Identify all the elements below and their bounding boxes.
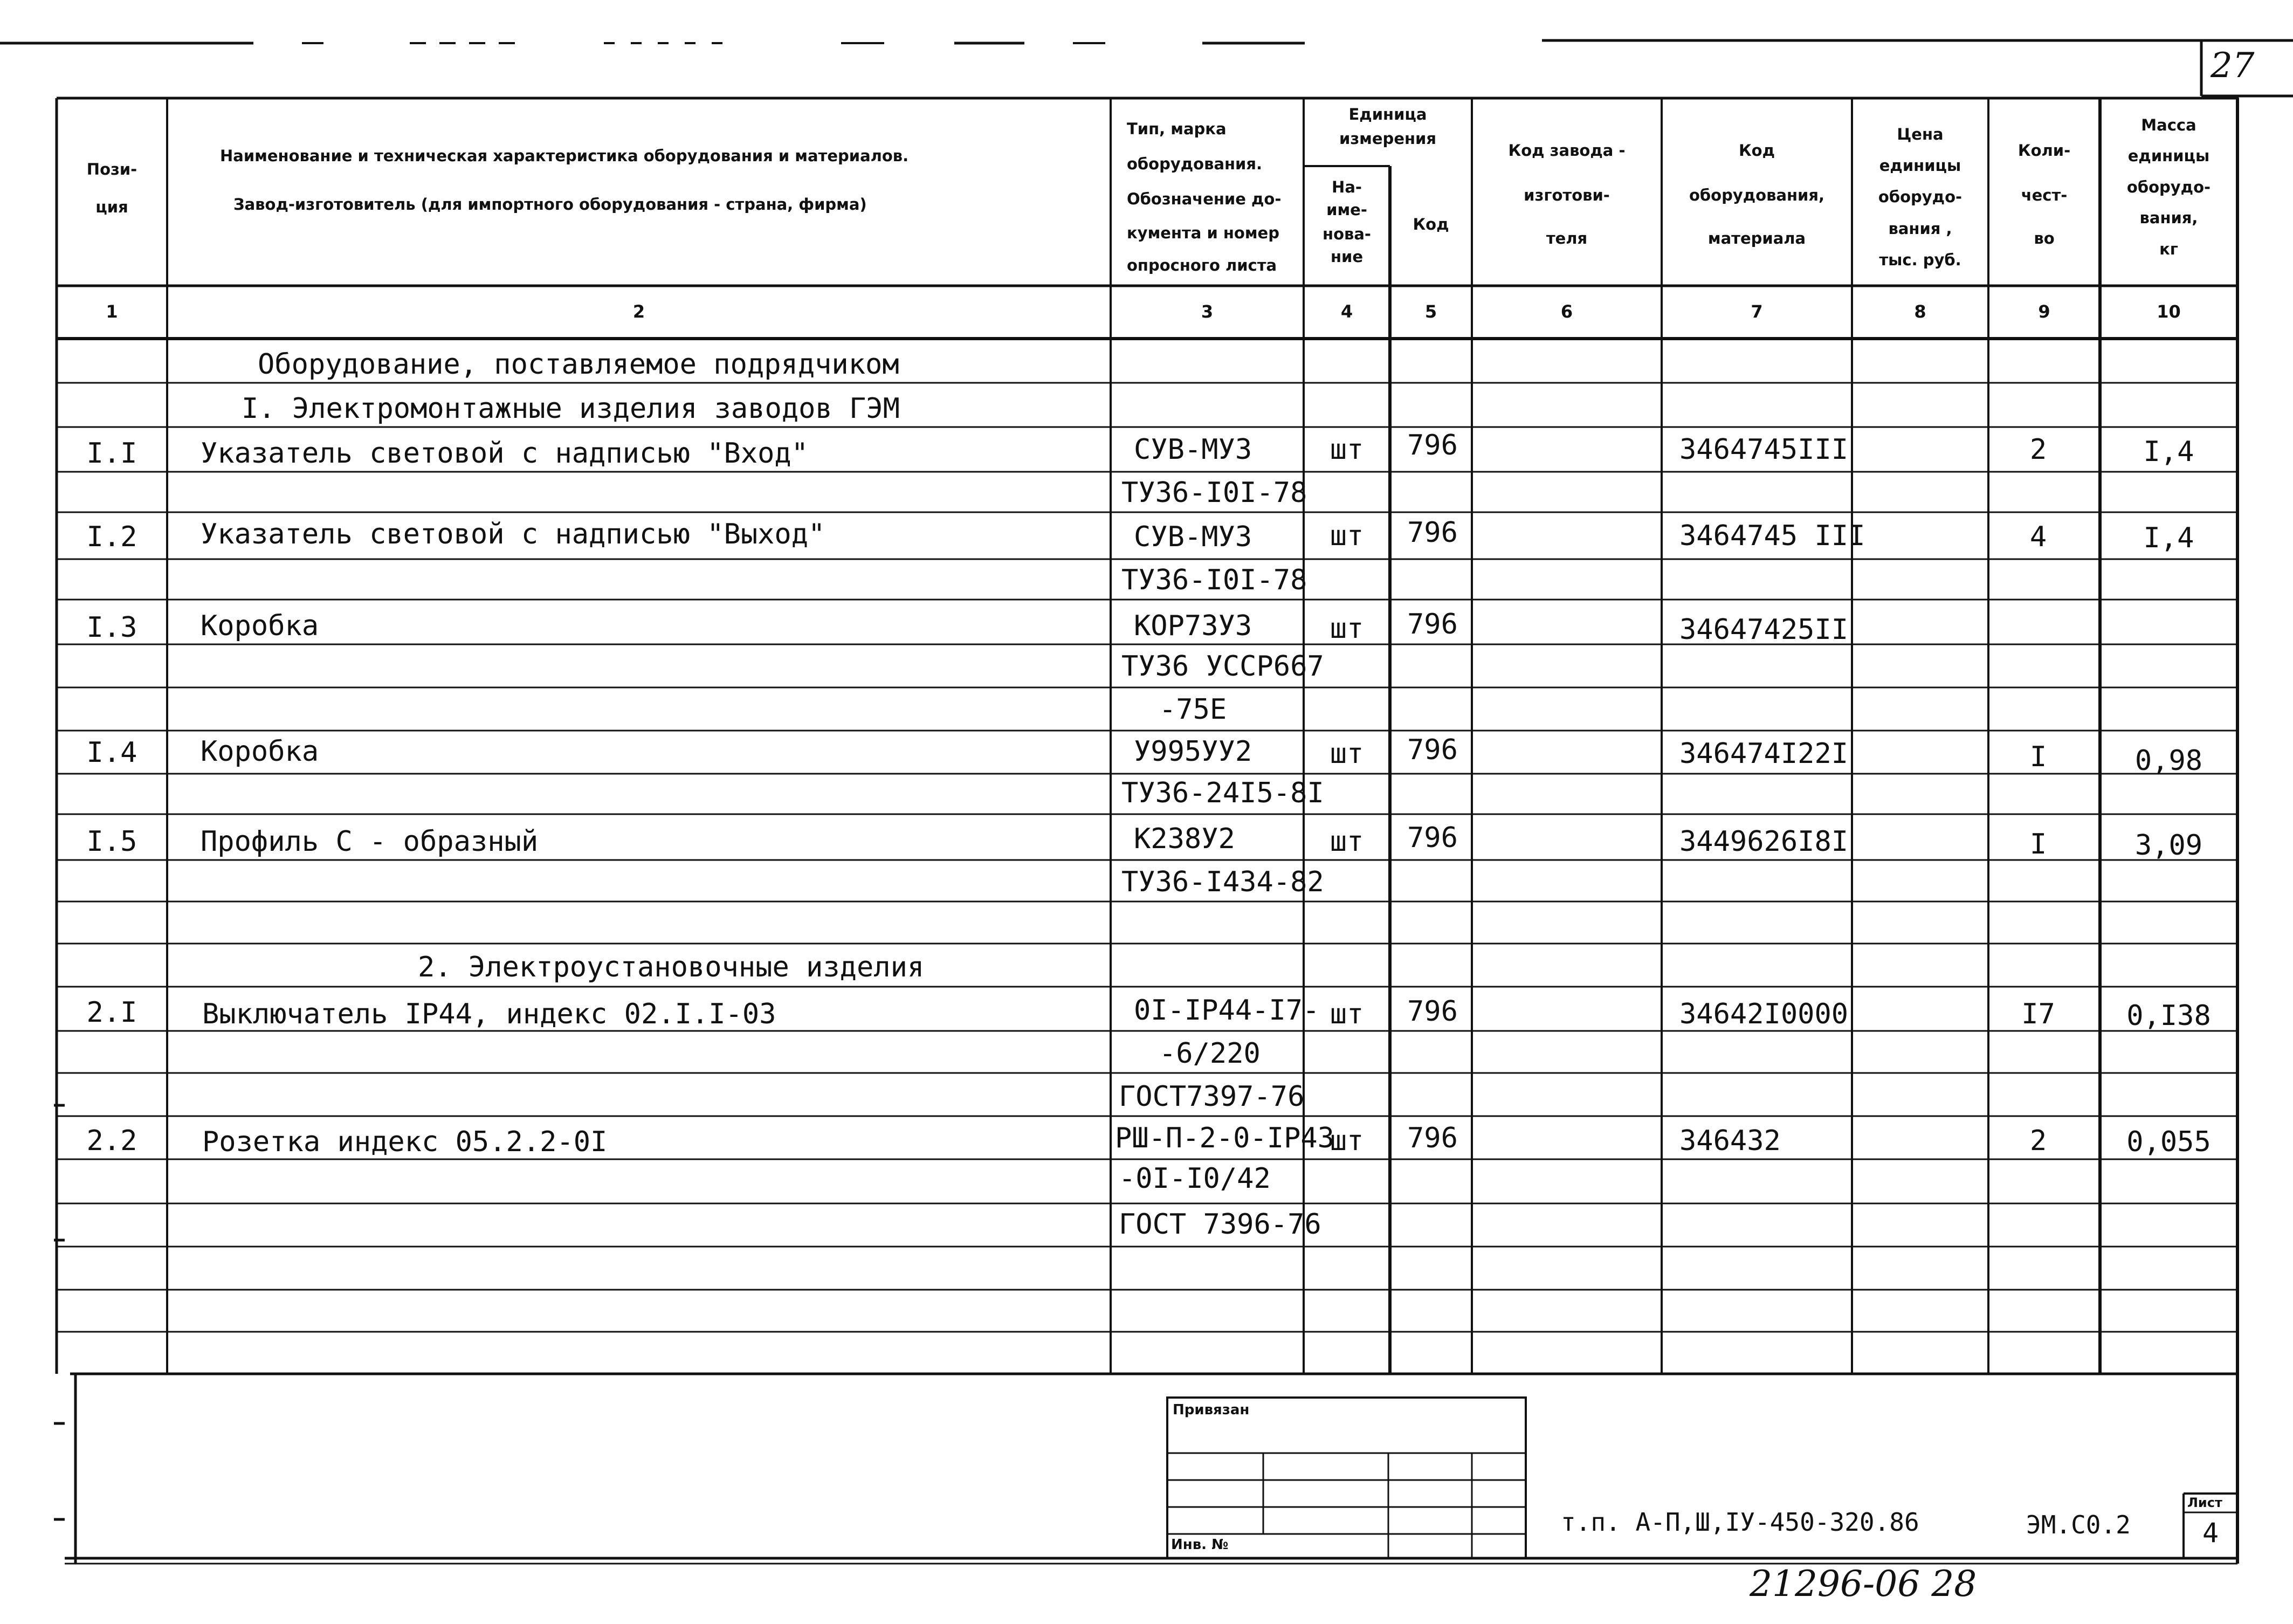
header-col3-line3: Обозначение до- <box>1127 190 1282 208</box>
table-row-name: Указатель световой с надписью "Выход" <box>201 518 825 550</box>
table-row-equip-code: 3464745 III <box>1679 520 1865 552</box>
table-row-unit: шт <box>1330 433 1364 466</box>
col-number-2: 2 <box>632 301 645 322</box>
table-row-type: -6/220 <box>1159 1037 1261 1070</box>
table-row-unit: шт <box>1330 825 1364 858</box>
table-row-position: I.3 <box>86 611 137 644</box>
table-row-position: I.5 <box>86 825 137 858</box>
table-row-unit-code: 796 <box>1407 734 1458 766</box>
stamp-inventory-number-label: Инв. № <box>1171 1537 1229 1553</box>
table-row-type: ТУ36-24I5-8I <box>1121 777 1324 809</box>
table-row-mass: 3,09 <box>2134 829 2203 862</box>
header-col5: Код <box>1413 215 1449 233</box>
header-col2-line2: Завод-изготовитель (для импортного оборудования - страна, фирма) <box>233 195 867 214</box>
table-row-name: Розетка индекс 05.2.2-0I <box>202 1126 608 1158</box>
table-row-name: Указатель световой с надписью "Вход" <box>201 437 809 470</box>
header-col9-line1: Коли- <box>2017 141 2071 160</box>
header-col8-line2: единицы <box>1879 156 1961 175</box>
header-col4-line4: ние <box>1330 247 1364 266</box>
table-row-mass: 0,055 <box>2126 1126 2211 1158</box>
header-col7-line1: Код <box>1738 141 1775 160</box>
col-number-8: 8 <box>1914 301 1926 322</box>
table-row-unit-code: 796 <box>1407 822 1458 854</box>
table-row-type: -0I-I0/42 <box>1119 1162 1271 1195</box>
col-number-10: 10 <box>2157 301 2181 322</box>
table-row-mass: I,4 <box>2143 436 2194 468</box>
table-row-qty: I <box>2029 828 2047 861</box>
archive-number: 21296-06 28 <box>1750 1563 1977 1605</box>
table-row-qty: I <box>2029 741 2047 773</box>
table-row-unit: шт <box>1330 613 1364 645</box>
table-row-type: -75Е <box>1159 693 1227 726</box>
table-row-position: 2.I <box>86 996 137 1029</box>
sheet-number-top: 27 <box>2211 46 2255 86</box>
header-col3-line1: Тип, марка <box>1127 120 1227 138</box>
table-row-type: ГОСТ7397-76 <box>1119 1081 1305 1113</box>
header-col10-line5: кг <box>2159 240 2178 258</box>
section-heading: Оборудование, поставляемое подрядчиком <box>258 348 899 381</box>
col-number-5: 5 <box>1424 301 1437 322</box>
header-col1-line2: ция <box>95 198 128 216</box>
header-col10-line2: единицы <box>2127 147 2210 165</box>
header-col8-line3: оборудо- <box>1878 188 1963 206</box>
header-col8-line4: вания , <box>1888 219 1952 238</box>
table-row-type: ТУ36-I0I-78 <box>1121 564 1307 596</box>
table-row-equip-code: 346432 <box>1679 1125 1781 1157</box>
header-col10-line1: Масса <box>2141 116 2196 134</box>
header-col6-line1: Код завода - <box>1508 141 1626 160</box>
table-row-type: СУВ-МУЗ <box>1134 433 1252 466</box>
table-row-qty: I7 <box>2021 998 2055 1030</box>
table-row-unit-code: 796 <box>1407 995 1458 1028</box>
section-heading: I. Электромонтажные изделия заводов ГЭМ <box>242 393 900 425</box>
table-row-mass: 0,I38 <box>2126 1000 2211 1032</box>
table-row-name: Коробка <box>201 735 319 768</box>
header-unit-group-line1: Единица <box>1348 105 1427 123</box>
section-heading: 2. Электроустановочные изделия <box>418 951 925 983</box>
table-row-type: У995УУ2 <box>1134 735 1252 768</box>
table-row-name: Коробка <box>201 610 319 642</box>
header-col6-line3: теля <box>1546 229 1588 247</box>
header-unit-group-line2: измерения <box>1339 129 1436 148</box>
header-col8-line1: Цена <box>1897 125 1944 143</box>
table-row-equip-code: 34647425II <box>1679 614 1849 646</box>
table-row-position: 2.2 <box>86 1125 137 1157</box>
table-row-equip-code: 3464745III <box>1679 433 1849 466</box>
header-col4-line2: име- <box>1326 201 1367 219</box>
table-row-unit-code: 796 <box>1407 608 1458 641</box>
header-col8-line5: тыс. руб. <box>1879 251 1961 269</box>
stamp-privyazan-label: Привязан <box>1173 1402 1250 1418</box>
table-row-type: ТУ36-I434-82 <box>1121 866 1324 898</box>
header-col6-line2: изготови- <box>1524 186 1610 204</box>
table-row-name: Выключатель IP44, индекс 02.I.I-03 <box>202 998 776 1030</box>
table-row-unit-code: 796 <box>1407 517 1458 549</box>
table-row-mass: 0,98 <box>2134 745 2203 777</box>
header-col3-line5: опросного листа <box>1127 256 1277 274</box>
table-row-position: I.I <box>86 437 137 470</box>
table-row-type: ТУ36-I0I-78 <box>1121 477 1307 509</box>
col-number-7: 7 <box>1751 301 1763 322</box>
header-col3-line2: оборудования. <box>1127 155 1263 173</box>
col-number-4: 4 <box>1340 301 1353 322</box>
header-col7-line2: оборудования, <box>1689 186 1825 204</box>
table-row-equip-code: 3449626I8I <box>1679 825 1849 858</box>
col-number-9: 9 <box>2038 301 2050 322</box>
header-col4-line1: На- <box>1332 178 1362 196</box>
table-row-position: I.2 <box>86 521 137 553</box>
table-row-type: 0I-IP44-I7- <box>1134 994 1320 1027</box>
col-number-1: 1 <box>106 301 118 322</box>
table-row-type: КОР73УЗ <box>1134 610 1252 642</box>
table-row-equip-code: 34642I0000 <box>1679 998 1849 1030</box>
header-col3-line4: кумента и номер <box>1127 224 1279 242</box>
header-col2-line1: Наименование и техническая характеристика оборудования и материалов. <box>220 147 909 165</box>
header-col4-line3: нова- <box>1323 225 1371 243</box>
header-col7-line3: материала <box>1707 229 1806 247</box>
table-row-name: Профиль С - образный <box>201 825 539 858</box>
stamp-designation: т.п. А-П,Ш,IУ-450-320.86 <box>1561 1508 1919 1537</box>
table-row-unit: шт <box>1330 998 1364 1030</box>
table-row-type: РШ-П-2-0-IP43 <box>1115 1122 1334 1154</box>
header-col9-line3: во <box>2034 229 2055 247</box>
header-col10-line3: оборудо- <box>2126 178 2211 196</box>
header-col10-line4: вания, <box>2139 209 2198 227</box>
stamp-sheet-number: 4 <box>2202 1517 2219 1549</box>
stamp-sheet-label: Лист <box>2187 1495 2222 1510</box>
table-row-type: СУВ-МУЗ <box>1134 521 1252 553</box>
table-row-position: I.4 <box>86 737 137 769</box>
table-row-type: ТУ36 УССР667 <box>1121 650 1324 683</box>
table-row-equip-code: 346474I22I <box>1679 738 1849 770</box>
header-col1-line1: Пози- <box>86 160 137 178</box>
table-row-mass: I,4 <box>2143 522 2194 554</box>
table-row-qty: 2 <box>2029 433 2047 466</box>
table-row-unit: шт <box>1330 1125 1364 1157</box>
table-row-unit: шт <box>1330 520 1364 552</box>
col-number-3: 3 <box>1201 301 1214 322</box>
col-number-6: 6 <box>1560 301 1573 322</box>
stamp-document-code: ЭМ.С0.2 <box>2026 1510 2131 1539</box>
table-row-unit-code: 796 <box>1407 429 1458 462</box>
table-row-qty: 2 <box>2029 1125 2047 1157</box>
table-row-type: ГОСТ 7396-76 <box>1119 1208 1321 1241</box>
table-row-unit-code: 796 <box>1407 1122 1458 1154</box>
header-col9-line2: чест- <box>2021 186 2068 204</box>
table-row-type: К238У2 <box>1134 823 1235 855</box>
table-row-unit: шт <box>1330 738 1364 770</box>
table-row-qty: 4 <box>2029 521 2047 553</box>
